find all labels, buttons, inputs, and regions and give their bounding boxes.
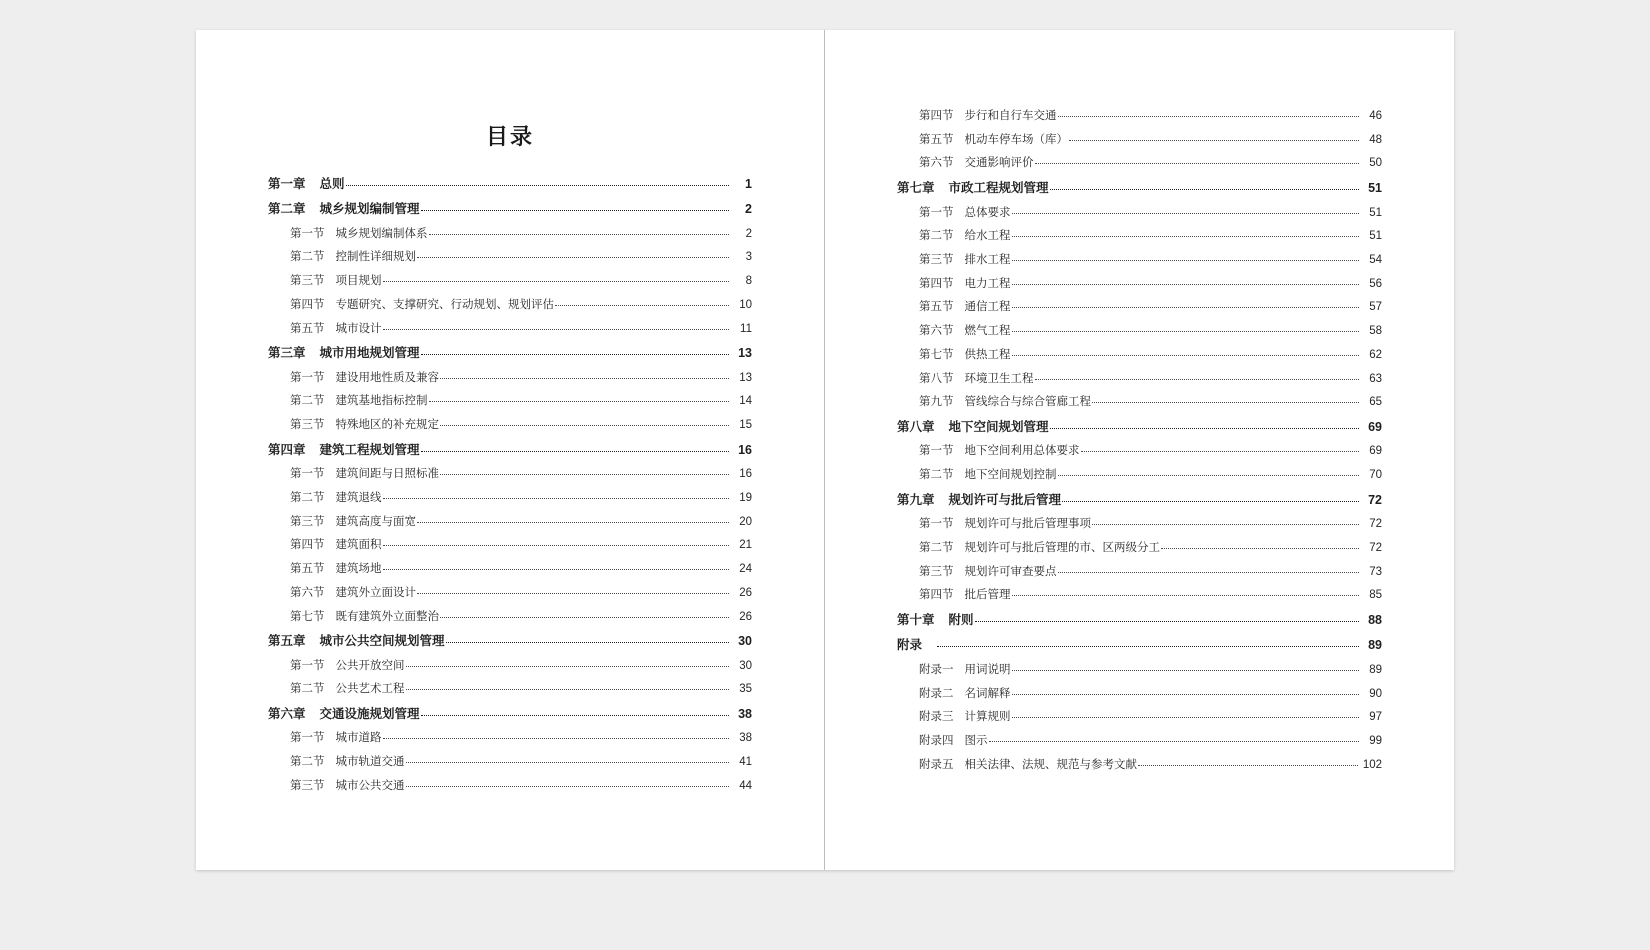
toc-entry-label: 项目规划 [335,275,382,288]
toc-entry-label: 相关法律、法规、规范与参考文献 [964,758,1137,771]
page-right [825,30,1454,870]
toc-leader-dots [421,203,729,211]
toc-entry-page-number: 57 [1369,301,1382,314]
toc-entry-label: 规划许可与批后管理 [948,492,1062,507]
toc-entry-label: 燃气工程 [964,325,1011,338]
toc-leader-dots [383,538,730,546]
toc-entry-label: 城市公共空间规划管理 [319,634,445,649]
toc-entry-label: 计算规则 [964,711,1011,724]
toc-entry-page-number: 26 [739,586,752,599]
toc-entry[interactable] [897,396,1382,409]
toc-entry-page-number: 11 [740,322,752,335]
toc-entry-label: 环境卫生工程 [964,372,1034,385]
toc-entry-label: 用词说明 [964,663,1011,676]
toc-entry-label: 城市轨道交通 [335,756,405,769]
toc-entry-number: 第五节 [290,563,325,576]
toc-entry-label: 规划许可审查要点 [964,565,1057,578]
toc-entry-number: 第三节 [290,515,325,528]
toc-entry-number: 第一节 [290,227,325,240]
toc-entry-page-number: 51 [1369,230,1382,243]
toc-entry[interactable] [897,566,1382,579]
toc-entry-page-number: 69 [1368,420,1382,434]
toc-entry-number: 第四节 [290,539,325,552]
toc-entry-number: 附录一 [919,663,954,676]
toc-entry-number: 附录三 [919,711,954,724]
toc-entry-label: 建筑工程规划管理 [319,442,420,457]
toc-entry[interactable] [897,181,1382,195]
page-left [196,30,825,870]
toc-leader-dots [1081,444,1360,452]
toc-entry[interactable] [897,134,1382,147]
toc-leader-dots [417,515,729,523]
toc-leader-dots [346,178,729,186]
toc-entry[interactable] [268,732,752,745]
toc-entry-page-number: 30 [739,659,752,672]
toc-entry-number: 第五节 [919,133,954,146]
toc-entry[interactable] [268,202,752,216]
toc-entry-label: 建筑高度与面宽 [335,515,416,528]
toc-entry-label: 电力工程 [964,277,1011,290]
toc-entry-page-number: 2 [745,227,752,240]
toc-entry[interactable] [897,110,1382,123]
toc-entry-number: 第一章 [268,177,306,191]
toc-leader-dots [1058,565,1360,573]
toc-leader-dots [1012,300,1360,308]
toc-entry-number: 第七节 [919,348,954,361]
toc-entry-page-number: 73 [1369,565,1382,578]
toc-entry-label: 批后管理 [964,589,1011,602]
toc-leader-dots [1092,395,1359,403]
toc-entry-label: 专题研究、支撑研究、行动规划、规划评估 [335,298,554,311]
toc-entry[interactable] [268,756,752,769]
toc-entry-label: 总体要求 [964,206,1011,219]
toc-entry[interactable] [268,634,752,648]
toc-leader-dots [1012,253,1360,261]
toc-entry[interactable] [268,443,752,457]
toc-entry-page-number: 8 [745,275,752,288]
toc-entry-number: 第二节 [290,683,325,696]
toc-entry-page-number: 20 [739,515,752,528]
toc-leader-dots [937,639,1359,647]
toc-entry[interactable] [897,278,1382,291]
toc-entry-page-number: 35 [739,683,752,696]
toc-entry[interactable] [268,419,752,432]
toc-leader-dots [1062,494,1359,502]
toc-entry-page-number: 21 [739,539,752,552]
toc-entry-number: 第一节 [290,371,325,384]
toc-entry-page-number: 72 [1369,541,1382,554]
toc-entry[interactable] [897,349,1382,362]
toc-entry-page-number: 51 [1369,206,1382,219]
toc-entry-page-number: 85 [1369,589,1382,602]
toc-entry-number: 第四章 [268,442,306,457]
toc-entry-number: 第十章 [897,613,935,628]
toc-entry-page-number: 16 [738,442,752,457]
toc-entry[interactable] [897,613,1382,627]
toc-entry-number: 第二节 [919,469,954,482]
toc-entry-label: 既有建筑外立面整治 [335,610,439,623]
toc-entry-number: 第二节 [290,395,325,408]
toc-leader-dots [429,227,730,235]
toc-entry-label: 给水工程 [964,230,1011,243]
toc-entry-page-number: 63 [1369,372,1382,385]
toc-entry-number: 第一节 [919,206,954,219]
toc-leader-dots [1092,517,1359,525]
toc-entry[interactable] [897,207,1382,220]
toc-entry-number: 第三节 [919,253,954,266]
toc-entry[interactable] [897,230,1382,243]
toc-entry-page-number: 3 [745,251,752,264]
toc-entry[interactable] [897,518,1382,531]
toc-entry-label: 城市公共交通 [335,779,405,792]
toc-entry-label: 地下空间规划控制 [964,469,1057,482]
toc-entry-number: 第三章 [268,346,306,361]
toc-entry-number: 第二节 [290,491,325,504]
toc-leader-dots [555,298,729,306]
toc-entry[interactable] [268,395,752,408]
toc-list-left [268,177,752,793]
toc-entry[interactable] [268,660,752,673]
toc-entry-number: 第一节 [919,518,954,531]
toc-entry-label: 地下空间规划管理 [948,420,1049,434]
toc-entry-number: 第三节 [290,779,325,792]
toc-entry-label: 交通设施规划管理 [319,707,420,722]
toc-entry-number: 第六章 [268,707,306,722]
toc-entry-page-number: 97 [1369,711,1382,724]
toc-leader-dots [1012,324,1360,332]
toc-entry[interactable] [897,469,1382,482]
toc-entry-page-number: 15 [739,419,752,432]
toc-leader-dots [1012,348,1360,356]
toc-entry-number: 附录二 [919,687,954,700]
toc-entry[interactable] [897,325,1382,338]
toc-entry-number: 第二节 [290,251,325,264]
toc-entry-page-number: 46 [1369,110,1382,122]
toc-leader-dots [1058,109,1360,117]
toc-entry[interactable] [897,759,1382,772]
toc-entry-number: 第九章 [897,492,935,507]
toc-entry-number: 第四节 [919,110,954,122]
toc-leader-dots [1058,468,1360,476]
toc-entry[interactable] [268,587,752,600]
toc-entry-label: 建筑面积 [335,539,382,552]
toc-entry[interactable] [268,516,752,529]
toc-entry-number: 第三节 [290,275,325,288]
toc-leader-dots [440,467,729,475]
toc-entry[interactable] [897,735,1382,748]
toc-entry[interactable] [268,780,752,793]
toc-entry-label: 名词解释 [964,687,1011,700]
toc-entry[interactable] [268,346,752,360]
toc-entry-number: 第五章 [268,634,306,649]
toc-entry-page-number: 62 [1369,348,1382,361]
toc-entry-number: 第三节 [290,419,325,432]
toc-entry-label: 市政工程规划管理 [948,181,1049,196]
toc-entry-page-number: 50 [1369,157,1382,170]
toc-entry[interactable] [897,420,1382,434]
toc-leader-dots [1012,229,1360,237]
toc-entry-label: 特殊地区的补充规定 [335,419,439,432]
toc-entry-page-number: 30 [738,634,752,649]
toc-entry-page-number: 44 [739,779,752,792]
toc-entry-label: 城市用地规划管理 [319,346,420,361]
toc-entry[interactable] [268,299,752,312]
toc-entry-page-number: 89 [1369,663,1382,676]
toc-entry-label: 附则 [948,613,974,628]
toc-leader-dots [429,394,730,402]
toc-entry-number: 第六节 [290,586,325,599]
toc-entry-page-number: 26 [739,610,752,623]
toc-entry-number: 第八节 [919,372,954,385]
toc-entry[interactable] [268,492,752,505]
toc-entry-page-number: 38 [738,707,752,722]
toc-entry-number: 第六节 [919,325,954,338]
toc-entry[interactable] [268,228,752,241]
toc-entry[interactable] [268,539,752,552]
toc-entry-page-number: 19 [739,491,752,504]
toc-leader-dots [1012,710,1360,718]
toc-entry-label: 城市设计 [335,322,382,335]
toc-leader-dots [383,731,730,739]
toc-entry-number: 第七节 [290,610,325,623]
toc-entry[interactable] [268,468,752,481]
toc-entry-label: 机动车停车场（库） [964,133,1068,146]
toc-entry-label: 城乡规划编制体系 [335,227,428,240]
toc-entry-number: 第一节 [290,659,325,672]
toc-leader-dots [440,610,729,618]
toc-entry[interactable] [268,372,752,385]
toc-entry[interactable] [897,157,1382,170]
toc-entry-page-number: 70 [1369,469,1382,482]
toc-leader-dots [383,491,730,499]
toc-leader-dots [417,586,729,594]
toc-entry-label: 步行和自行车交通 [964,110,1057,122]
toc-entry-number: 附录四 [919,734,954,747]
toc-leader-dots [440,371,729,379]
toc-entry-number: 第四节 [919,277,954,290]
toc-entry-number: 第四节 [919,589,954,602]
toc-leader-dots [1012,588,1360,596]
toc-leader-dots [421,444,729,452]
toc-leader-dots [1069,133,1359,141]
toc-entry-label: 城乡规划编制管理 [319,202,420,217]
document-spread [196,30,1454,870]
toc-entry-label: 建筑退线 [335,491,382,504]
toc-entry-page-number: 69 [1369,445,1382,458]
toc-entry[interactable] [897,711,1382,724]
toc-entry-number: 第二节 [919,230,954,243]
toc-entry[interactable] [897,688,1382,701]
toc-entry-label: 建筑基地指标控制 [335,395,428,408]
toc-entry[interactable] [268,323,752,336]
toc-entry[interactable] [268,563,752,576]
toc-entry[interactable] [268,251,752,264]
toc-leader-dots [1012,206,1360,214]
toc-leader-dots [1035,156,1360,164]
toc-leader-dots [406,755,730,763]
toc-entry-label: 排水工程 [964,253,1011,266]
toc-entry-page-number: 72 [1368,492,1382,507]
toc-list-right [897,110,1382,772]
toc-entry-number: 第一节 [290,732,325,745]
toc-leader-dots [975,614,1359,622]
toc-entry-number: 第一节 [290,468,325,481]
toc-entry-number: 第一节 [919,445,954,458]
toc-entry-page-number: 38 [739,732,752,745]
toc-entry-number: 第五节 [919,301,954,314]
toc-entry-page-number: 2 [745,202,752,217]
toc-entry-number: 第四节 [290,298,325,311]
toc-leader-dots [406,659,730,667]
toc-entry[interactable] [268,275,752,288]
toc-leader-dots [440,418,729,426]
toc-entry-page-number: 16 [739,468,752,481]
toc-entry-label: 供热工程 [964,348,1011,361]
toc-entry-page-number: 14 [739,395,752,408]
toc-entry-label: 建筑场地 [335,563,382,576]
toc-entry-label: 地下空间利用总体要求 [964,445,1080,458]
toc-entry-label: 公共艺术工程 [335,683,405,696]
toc-entry-label: 图示 [964,734,988,747]
toc-entry[interactable] [897,254,1382,267]
toc-entry[interactable] [897,445,1382,458]
toc-leader-dots [1035,372,1360,380]
toc-leader-dots [1161,541,1359,549]
toc-entry-page-number: 24 [739,563,752,576]
toc-leader-dots [421,708,729,716]
toc-entry-label: 总则 [319,177,345,191]
toc-entry[interactable] [897,301,1382,314]
toc-leader-dots [1012,663,1360,671]
toc-entry-label: 建筑外立面设计 [335,586,416,599]
toc-leader-dots [383,562,730,570]
toc-entry-page-number: 99 [1369,734,1382,747]
toc-entry-page-number: 89 [1368,638,1382,653]
toc-entry[interactable] [897,373,1382,386]
toc-entry-label: 公共开放空间 [335,659,405,672]
toc-leader-dots [383,322,730,330]
toc-entry-number: 第六节 [919,157,954,170]
toc-entry-label: 城市道路 [335,732,382,745]
toc-leader-dots [446,635,729,643]
toc-entry-label: 管线综合与综合管廊工程 [964,396,1091,409]
toc-entry-page-number: 10 [739,298,752,311]
toc-leader-dots [1012,687,1360,695]
toc-entry[interactable] [897,638,1382,652]
toc-leader-dots [1050,421,1359,429]
toc-entry-page-number: 88 [1368,613,1382,628]
toc-leader-dots [1012,277,1360,285]
toc-entry[interactable] [897,664,1382,677]
toc-leader-dots [383,274,730,282]
toc-entry-label: 建设用地性质及兼容 [335,371,439,384]
toc-entry-page-number: 56 [1369,277,1382,290]
toc-entry-number: 第五节 [290,322,325,335]
toc-entry-page-number: 13 [739,371,752,384]
toc-entry[interactable] [268,177,752,191]
toc-entry[interactable] [897,589,1382,602]
toc-leader-dots [417,250,729,258]
toc-leader-dots [421,347,729,355]
toc-entry-number: 第二节 [919,541,954,554]
toc-entry[interactable] [268,611,752,624]
toc-entry-label: 通信工程 [964,301,1011,314]
toc-leader-dots [1050,182,1359,190]
toc-entry[interactable] [897,542,1382,555]
toc-entry-page-number: 72 [1369,518,1382,531]
toc-entry-number: 第二章 [268,202,306,217]
page-title: 目录 [485,124,534,149]
toc-entry[interactable] [268,683,752,696]
toc-entry-page-number: 65 [1369,396,1382,409]
toc-entry-label: 建筑间距与日照标准 [335,468,439,481]
toc-entry-label: 规划许可与批后管理事项 [964,518,1091,531]
toc-entry-number: 第八章 [897,420,935,434]
toc-entry-page-number: 102 [1362,758,1382,771]
toc-entry-page-number: 48 [1369,133,1382,146]
toc-leader-dots [1138,758,1358,766]
toc-entry-number: 附录五 [919,758,954,771]
toc-entry-label: 规划许可与批后管理的市、区两级分工 [964,541,1160,554]
toc-entry-page-number: 13 [738,346,752,361]
toc-entry-label: 交通影响评价 [964,157,1034,170]
toc-entry-page-number: 51 [1368,181,1382,196]
toc-entry-page-number: 90 [1369,687,1382,700]
toc-entry-page-number: 41 [739,756,752,769]
toc-leader-dots [406,682,730,690]
toc-leader-dots [989,734,1360,742]
toc-entry-page-number: 54 [1369,253,1382,266]
toc-entry-label: 控制性详细规划 [335,251,416,264]
toc-entry[interactable] [268,707,752,721]
toc-entry[interactable] [897,493,1382,507]
toc-entry-number: 第三节 [919,565,954,578]
toc-leader-dots [406,779,730,787]
toc-entry-number: 第七章 [897,181,935,196]
toc-entry-number: 第二节 [290,756,325,769]
toc-entry-number: 附录 [897,638,923,653]
toc-entry-number: 第九节 [919,396,954,409]
toc-entry-page-number: 58 [1369,325,1382,338]
toc-entry-page-number: 1 [745,177,752,191]
